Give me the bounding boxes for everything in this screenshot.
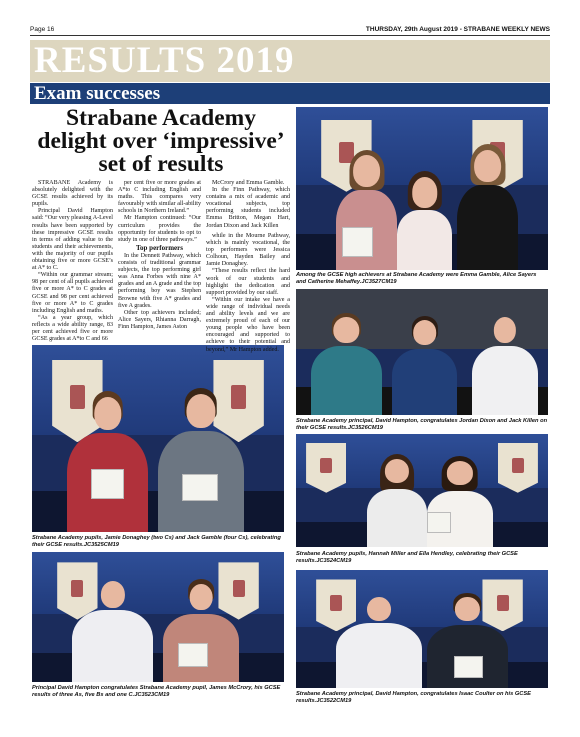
article-column-3 (206, 180, 290, 230)
photo-girls-achievers (296, 107, 548, 270)
article-column-1 (32, 180, 113, 343)
section-banner (30, 40, 550, 82)
caption-photo-5: Principal David Hampton congratulates Strabane Academy pupil, James McCrory, his GCSE results of three As, five Bs and one C.JC3523CM19 (32, 685, 281, 698)
header-rule (30, 35, 550, 36)
caption-photo-6: Strabane Academy principal, David Hampton, congratulates Isaac Coulter on his GCSE results.JC3522CM19 (296, 691, 531, 704)
paragraph: “These results reflect the hard work of our students and highlight the dedication and support provided by our staff. (206, 268, 290, 296)
paragraph: per cent five or more grades at A*to C including English and maths. This compares very favourably with similar all-ability schools in Northern Ireland.” (118, 180, 201, 215)
photo-principal-with-james (32, 552, 284, 682)
section-title: RESULTS 2019 (34, 40, 295, 81)
section-subbanner (30, 83, 550, 104)
paragraph: Other top achievers included; Alice Sayers, Rhianna Darragh, Finn Hampton, James Aston (118, 309, 201, 330)
article-column-2 (118, 180, 201, 331)
subhead: Top performers (136, 243, 183, 252)
paragraph: “Within our intake we have a wide range of individual needs and ability levels and we are extremely proud of each of our young people who have been encouraged and supported to achieve to their potential and beyond,” Mr Hampton added. (206, 296, 290, 353)
article-headline: Strabane Academy delight over ‘impressive’ set of results (37, 105, 285, 177)
photo-principal-with-boys (296, 289, 548, 415)
paragraph: In the Dennett Pathway, which consists of traditional grammar subjects, the top performing girl was Anna Forbes with nine A* grades and an A grade and the top performing boy was Stephen Browne with five A* grades and five A grades. (118, 252, 201, 309)
paragraph: Principal David Hampton said: “Our very pleasing A-Level results have been supported by these impressive GCSE results in terms of adding value to the students and their achievements, with the majority of our pupils obtaining five or more GCSE’s at A* to C. (32, 208, 113, 272)
photo-principal-with-isaac (296, 570, 548, 688)
page-number: Page 16 (30, 26, 55, 33)
photo-two-pupils (32, 345, 284, 532)
section-subtitle: Exam successes (34, 83, 161, 104)
caption-photo-1: Among the GCSE high achievers at Strabane Academy were Emma Gamble, Alice Sayers and Catherine Mehaffey.JC3527CM19 (296, 272, 537, 285)
caption-photo-3: Strabane Academy pupils, Jamie Donaghey (two Cs) and Jack Gamble (four Cs), celebrating their GCSE results.JC3525CM19 (32, 535, 281, 548)
paragraph: “As a year group, which reflects a wide ability range, 83 per cent achieved five or more GCSE grades at A*to C and 66 (32, 314, 113, 343)
paragraph: Mr Hampton continued: “Our curriculum provides the opportunity for students to opt to study in one of three pathways.” (118, 215, 201, 243)
caption-photo-4: Strabane Academy pupils, Hannah Miller and Ella Hendley, celebrating their GCSE results.JC3524CM19 (296, 551, 518, 564)
paragraph: In the Finn Pathway, which contains a mix of academic and vocational subjects, top performing students included Emma Britton, Megan Hart, Jordan Dixon and Jack Killen (206, 187, 290, 229)
dateline: THURSDAY, 29th August 2019 - STRABANE WEEKLY NEWS (365, 26, 550, 33)
paragraph: McCrory and Emma Gamble. (212, 180, 285, 186)
paragraph: while in the Mourne Pathway, which is mainly vocational, the top performers were Jessica Colhoun, Hayden Bailey and Jamie Donaghey. (206, 233, 290, 268)
article-column-3b (206, 233, 290, 354)
caption-photo-2: Strabane Academy principal, David Hampton, congratulates Jordan Dixon and Jack Killen on their GCSE results.JC3526CM19 (296, 418, 548, 431)
photo-two-girls (296, 434, 548, 547)
paragraph: STRABANE Academy is absolutely delighted with the GCSE results achieved by its pupils. (32, 180, 113, 208)
paragraph: “Within our grammar stream; 98 per cent of all pupils achieved five or more A* to C grades at GCSE and 98 per cent achieved five or more A* to C grades including English and maths. (32, 272, 113, 314)
